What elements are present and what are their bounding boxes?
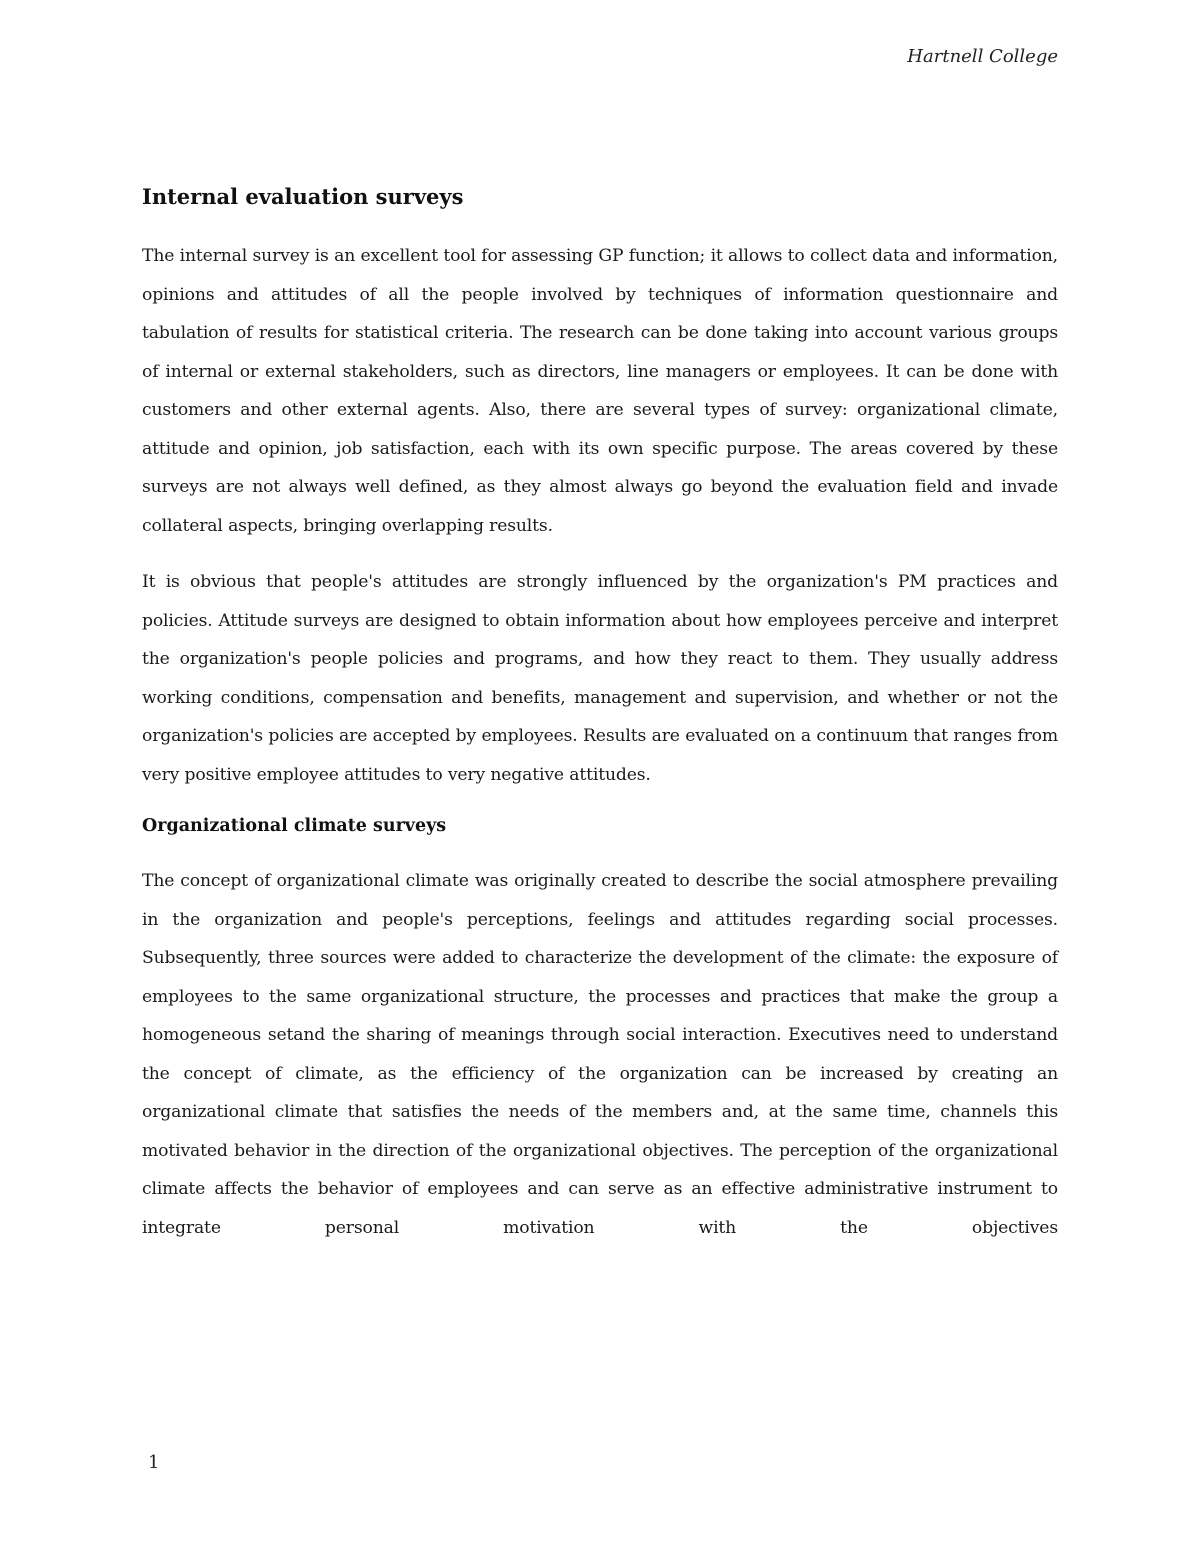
section-paragraph: The internal survey is an excellent tool for assessing GP function; it allows to collect data and information, opinions and attitudes of all the people involved by techniques of information questionnaire and tabulation of results for statistical criteria. The research can be done taking into account various groups of internal or external stakeholders, such as directors, line managers or employees. It can be done with customers and other external agents. Also, there are several types of survey: organizational climate, attitude and opinion, job satisfaction, each with its own specific purpose. The areas covered by these surveys are not always well defined, as they almost always go beyond the evaluation field and invade collateral aspects, bringing overlapping results. xyxy=(142,246,1058,536)
page-header: Hartnell College xyxy=(907,46,1058,67)
section-title: Internal evaluation surveys xyxy=(142,184,464,209)
section-paragraph: It is obvious that people's attitudes are strongly influenced by the organization's PM practices and policies. Attitude surveys are designed to obtain information about how employees perceive and interpret the organization's people policies and programs, and how they react to them. They usually address working conditions, compensation and benefits, management and supervision, and whether or not the organization's policies are accepted by employees. Results are evaluated on a continuum that ranges from very positive employee attitudes to very negative attitudes. xyxy=(142,572,1058,785)
subsection-title: Organizational climate surveys xyxy=(142,816,447,837)
subsection-paragraph: The concept of organizational climate was originally created to describe the social atmosphere prevailing in the organization and people's perceptions, feelings and attitudes regarding social processes. Subsequently, three sources were added to characterize the development of the climate: the exposure of employees to the same organizational structure, the processes and practices that make the group a homogeneous setand the sharing of meanings through social interaction. Executives need to understand the concept of climate, as the efficiency of the organization can be increased by creating an organizational climate that satisfies the needs of the members and, at the same time, channels this motivated behavior in the direction of the organizational objectives. The perception of the organizational climate affects the behavior of employees and can serve as an effective administrative instrument to integrate personal motivation with the objectives xyxy=(142,871,1058,1238)
page-number: 1 xyxy=(148,1452,160,1473)
document-body xyxy=(142,182,1058,1265)
